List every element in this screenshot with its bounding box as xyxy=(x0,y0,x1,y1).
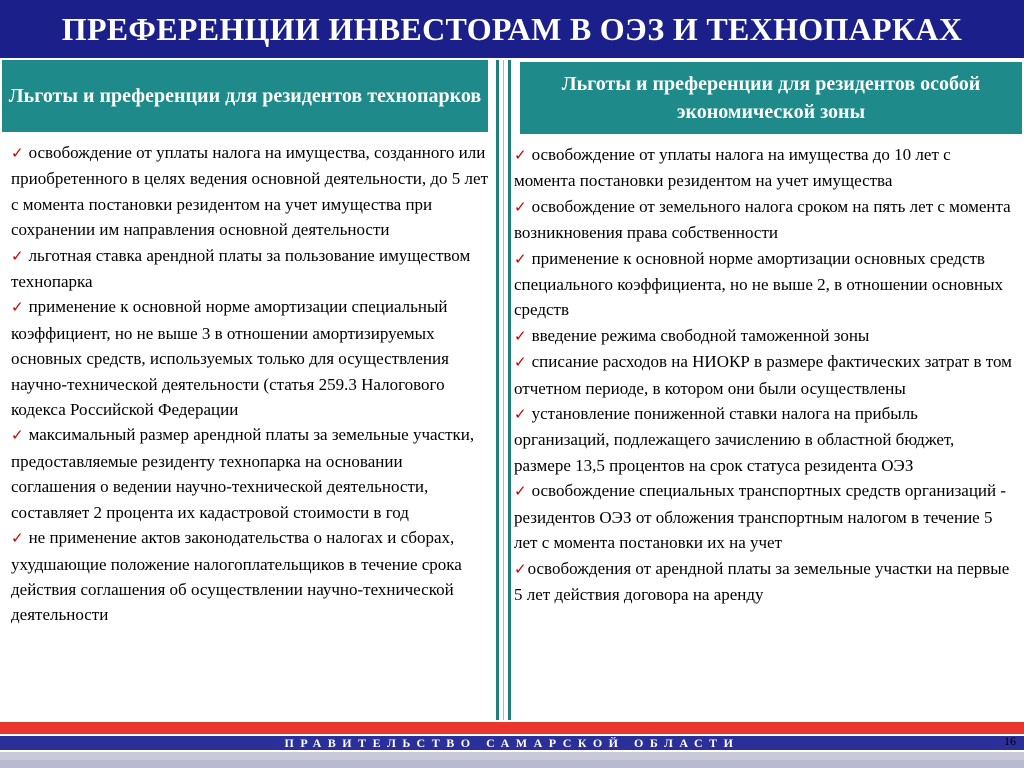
list-item-text: максимальный размер арендной платы за земельные участки, предоставляемые резиденту технопарка на основании соглашения о ведении научно-технической деятельности, составляет 2 процента их кадастровой стоимости в год xyxy=(11,425,475,522)
list-item-text: освобождение от уплаты налога на имущества, созданного или приобретенного в целях ведения основной деятельности, до 5 лет с момента постановки резидентом на учет имущества при сохранении им направления основной деятельности xyxy=(11,143,489,240)
list-item xyxy=(514,349,1014,401)
list-item xyxy=(11,140,491,243)
list-item xyxy=(11,294,491,422)
footer-band-lower xyxy=(0,760,1024,768)
checkmark-icon: ✓ xyxy=(11,298,24,317)
checkmark-icon: ✓ xyxy=(514,146,527,164)
list-item-text: освобождение специальных транспортных средств организаций - резидентов ОЭЗ от обложения транспортным налогом в течение 5 лет с момента постановки их на учет xyxy=(514,481,1007,553)
checkmark-icon: ✓ xyxy=(11,246,24,265)
list-item xyxy=(11,243,491,295)
list-item xyxy=(514,142,1014,194)
list-item xyxy=(11,422,491,525)
footer-organization: ПРАВИТЕЛЬСТВО САМАРСКОЙ ОБЛАСТИ xyxy=(284,736,740,750)
checkmark-icon: ✓ xyxy=(514,559,527,578)
list-item xyxy=(514,556,1014,608)
list-item-text: освобождение от уплаты налога на имущества до 10 лет с момента постановки резидентом на учет имущества xyxy=(514,145,951,191)
flag-stripe-red xyxy=(0,722,1024,734)
list-item-text: освобождения от арендной платы за земельные участки на первые 5 лет действия договора на аренду xyxy=(514,558,1010,604)
list-item-text: освобождение от земельного налога сроком на пять лет с момента возникновения права собственности xyxy=(514,196,1011,243)
checkmark-icon: ✓ xyxy=(11,529,24,548)
checkmark-icon: ✓ xyxy=(514,326,527,345)
checkmark-icon: ✓ xyxy=(514,249,527,268)
column-divider xyxy=(496,60,499,720)
column-divider xyxy=(508,60,511,720)
left-column-header: Льготы и преференции для резидентов технопарков xyxy=(2,60,488,132)
checkmark-icon: ✓ xyxy=(514,405,527,424)
list-item xyxy=(514,478,1014,555)
list-item-text: не применение актов законодательства о налогах и сборах, ухудшающие положение налогоплательщиков в течение срока действия соглашения об осуществлении научно-технической деятельности xyxy=(11,528,462,625)
column-divider-inner xyxy=(503,60,504,720)
list-item xyxy=(514,246,1014,323)
list-item-text: введение режима свободной таможенной зоны xyxy=(531,325,870,345)
checkmark-icon: ✓ xyxy=(514,353,527,372)
right-column-header: Льготы и преференции для резидентов особой экономической зоны xyxy=(520,62,1022,134)
list-item xyxy=(514,401,1014,478)
title-bar xyxy=(0,0,1024,58)
list-item-text: применение к основной норме амортизации основных средств специального коэффициента, но не выше 2, в отношении основных средств xyxy=(514,248,1004,320)
page-title: ПРЕФЕРЕНЦИИ ИНВЕСТОРАМ В ОЭЗ И ТЕХНОПАРКАХ xyxy=(61,10,963,47)
list-item-text: применение к основной норме амортизации специальный коэффициент, но не выше 3 в отношении амортизируемых основных средств, используемых только для осуществления научно-технической деятельности (статья 259.3 Налогового кодекса Российской Федерации xyxy=(11,297,449,420)
list-item xyxy=(11,525,491,628)
list-item-text: льготная ставка арендной платы за пользование имуществом технопарка xyxy=(11,245,471,292)
left-column-list xyxy=(11,140,491,628)
page-number: 16 xyxy=(1004,734,1016,748)
list-item-text: установление пониженной ставки налога на прибыль организаций, подлежащего зачислению в областной бюджет, размере 13,5 процентов на срок статуса резидента ОЭЗ xyxy=(514,404,955,475)
list-item xyxy=(514,194,1014,246)
list-item xyxy=(514,323,1014,349)
checkmark-icon: ✓ xyxy=(514,197,527,216)
list-item-text: списание расходов на НИОКР в размере фактических затрат в том отчетном периоде, в котором они были осуществлены xyxy=(514,352,1012,398)
checkmark-icon: ✓ xyxy=(514,482,527,501)
checkmark-icon: ✓ xyxy=(11,144,24,162)
checkmark-icon: ✓ xyxy=(11,426,24,445)
right-column-list xyxy=(514,142,1014,607)
